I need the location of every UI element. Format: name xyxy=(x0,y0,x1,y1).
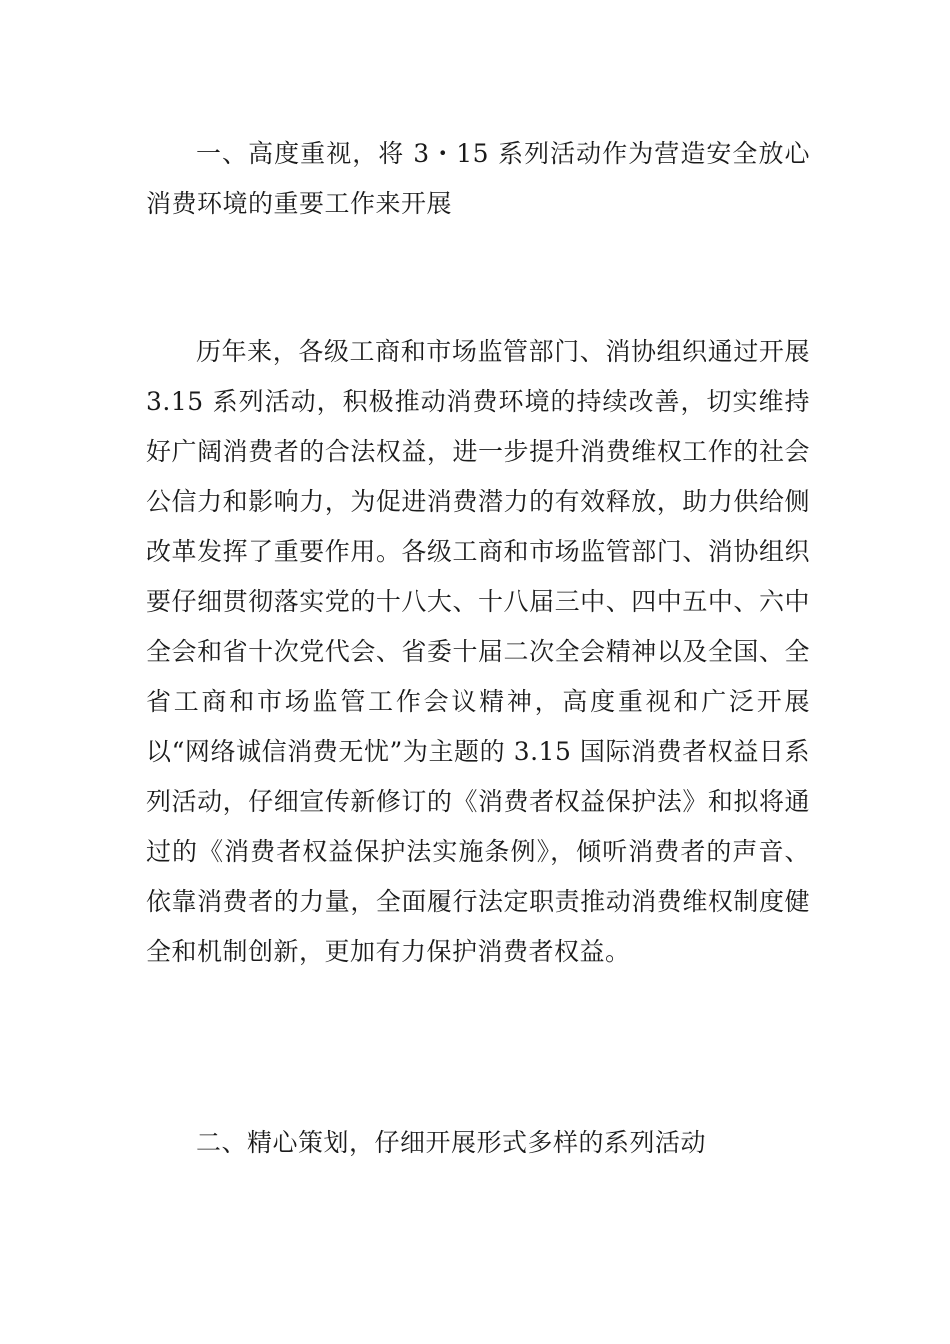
section-heading-1: 一、高度重视，将 3・15 系列活动作为营造安全放心消费环境的重要工作来开展 xyxy=(146,139,810,218)
section-heading-2: 二、精心策划，仔细开展形式多样的系列活动 xyxy=(196,1128,707,1157)
body-paragraph-1: 历年来，各级工商和市场监管部门、消协组织通过开展 3.15 系列活动，积极推动消费环境的持续改善，切实维持好广阔消费者的合法权益，进一步提升消费维权工作的社会公信力和影响力，为促进消费潜力的有效释放，助力供给侧改革发挥了重要作用。各级工商和市场监管部门、消协组织要仔细贯彻落实党的十八大、十八届三中、四中五中、六中全会和省十次党代会、省委十届二次全会精神以及全国、全省工商和市场监管工作会议精神，高度重视和广泛开展以“网络诚信消费无忧”为主题的 3.15 国际消费者权益日系列活动，仔细宣传新修订的《消费者权益保护法》和拟将通过的《消费者权益保护法实施条例》，倾听消费者的声音、依靠消费者的力量，全面履行法定职责推动消费维权制度健全和机制创新，更加有力保护消费者权益。 xyxy=(146,337,810,966)
